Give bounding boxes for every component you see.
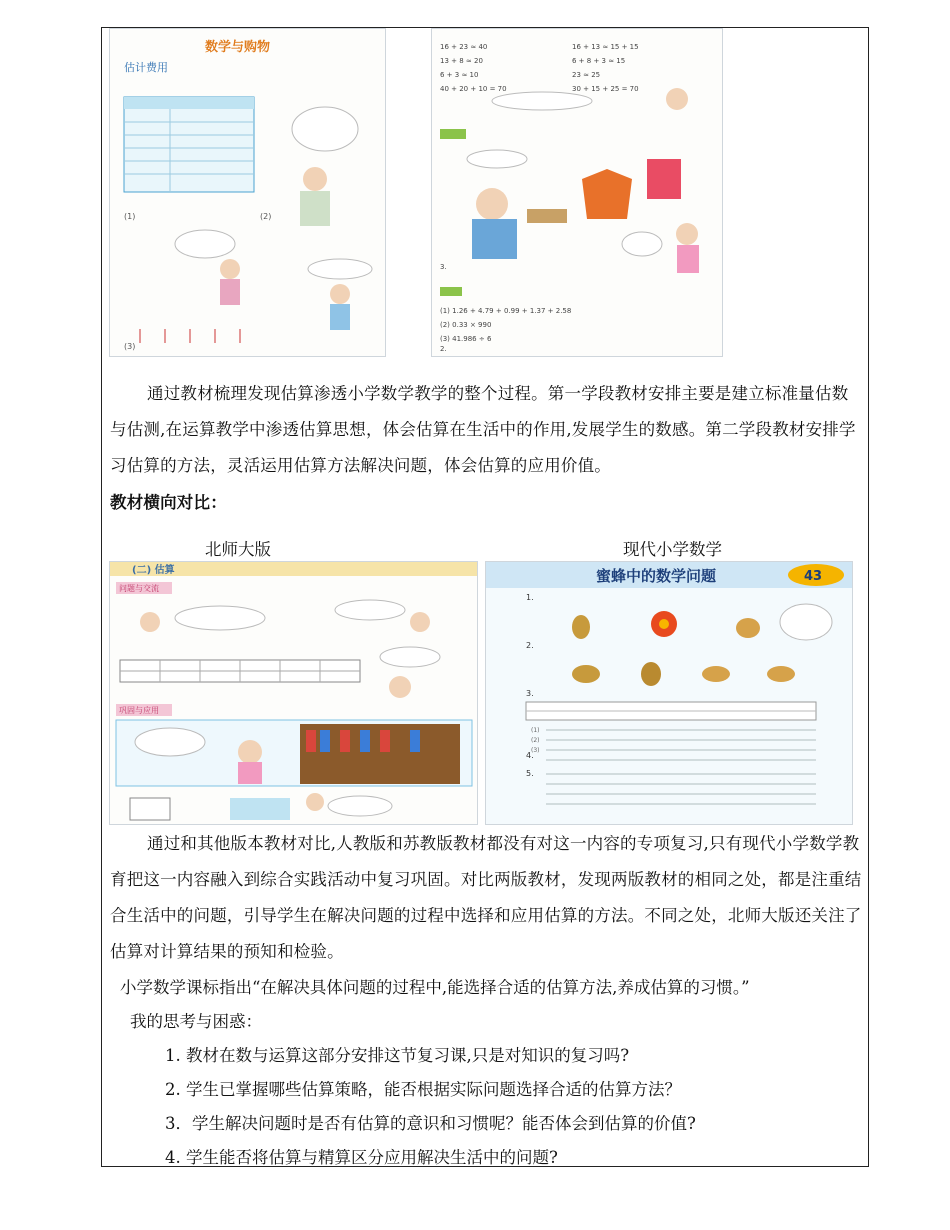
svg-text:(2): (2): [531, 737, 540, 744]
svg-text:(2) 0.33 × 990: (2) 0.33 × 990: [440, 321, 492, 329]
textbook-image-bee-math: [485, 561, 853, 825]
textbook-image-shopping: [109, 28, 386, 357]
shopping-illustration: [110, 29, 386, 357]
lesson-number-badge: 43: [804, 569, 823, 584]
svg-text:4.: 4.: [526, 751, 534, 760]
svg-text:16 + 23 ≈ 40: 16 + 23 ≈ 40: [440, 43, 488, 51]
image-title-estimation: (二) 估算: [132, 565, 175, 576]
svg-text:2.: 2.: [440, 345, 447, 353]
section-heading-comparison: 教材横向对比：: [110, 493, 227, 512]
paragraph-version-comparison: 通过和其他版本教材对比,人教版和苏教版教材都没有对这一内容的专项复习,只有现代小学数学教育把这一内容融入到综合实践活动中复习巩固。对比两版教材，发现两版教材的相同之处，都是注重结合生活中的问题，引导学生在解决问题的过程中选择和应用估算的方法。不同之处，北师大版还关注了估算对计算结果的预知和检验。: [110, 834, 862, 961]
question-item-1: 1. 教材在数与运算这部分安排这节复习课,只是对知识的复习吗?: [165, 1046, 630, 1065]
textbook-image-estimation-practice: [431, 28, 723, 357]
caption-modern-math: 现代小学数学: [623, 540, 722, 559]
image-subtitle: 估计费用: [124, 61, 168, 74]
svg-text:(3): (3): [124, 342, 136, 351]
svg-text:1.: 1.: [526, 593, 534, 602]
svg-text:6 + 3 ≈ 10: 6 + 3 ≈ 10: [440, 71, 479, 79]
svg-text:(2): (2): [260, 212, 272, 221]
svg-text:30 + 15 + 25 = 70: 30 + 15 + 25 = 70: [572, 85, 639, 93]
image-title-bee: 蜜蜂中的数学问题: [596, 567, 717, 585]
svg-text:(1): (1): [531, 727, 540, 734]
svg-text:3.: 3.: [526, 689, 534, 698]
svg-text:6 + 8 + 3 ≈ 15: 6 + 8 + 3 ≈ 15: [572, 57, 626, 65]
textbook-image-beishida: [109, 561, 478, 825]
section-label-2: 巩固与应用: [119, 706, 159, 715]
svg-text:16 + 13 ≈ 15 + 15: 16 + 13 ≈ 15 + 15: [572, 43, 639, 51]
svg-text:(1): (1): [124, 212, 136, 221]
question-item-2: 2. 学生已掌握哪些估算策略，能否根据实际问题选择合适的估算方法？: [165, 1080, 681, 1099]
question-item-3: 3．学生解决问题时是否有估算的意识和习惯呢？能否体会到估算的价值?: [165, 1114, 696, 1133]
image-title-shopping: 数学与购物: [205, 40, 271, 55]
bee-math-illustration: [486, 562, 853, 825]
svg-text:3.: 3.: [440, 263, 447, 271]
svg-text:(3) 41.986 ÷ 6: (3) 41.986 ÷ 6: [440, 335, 492, 343]
paragraph-textbook-overview: 通过教材梳理发现估算渗透小学数学教学的整个过程。第一学段教材安排主要是建立标准量估数与估测,在运算教学中渗透估算思想，体会估算在生活中的作用,发展学生的数感。第二学段教材安排学习估算的方法，灵活运用估算方法解决问题，体会估算的应用价值。: [110, 384, 856, 475]
svg-text:(3): (3): [531, 747, 540, 754]
svg-text:2.: 2.: [526, 641, 534, 650]
estimation-practice-illustration: [432, 29, 723, 357]
paragraph-curriculum-standard: 小学数学课标指出“在解决具体问题的过程中,能选择合适的估算方法,养成估算的习惯。”: [120, 978, 750, 997]
section-label-1: 问题与交流: [119, 584, 159, 593]
caption-beishida: 北师大版: [205, 540, 271, 559]
reflection-label: 我的思考与困惑：: [130, 1012, 262, 1031]
svg-text:(1) 1.26 + 4.79 + 0.99 + 1.37: (1) 1.26 + 4.79 + 0.99 + 1.37 + 2.58: [440, 307, 572, 315]
svg-text:23 ≈ 25: 23 ≈ 25: [572, 71, 601, 79]
question-item-4: 4. 学生能否将估算与精算区分应用解决生活中的问题?: [165, 1148, 558, 1167]
beishida-illustration: [110, 562, 478, 825]
svg-text:13 + 8 ≈ 20: 13 + 8 ≈ 20: [440, 57, 483, 65]
svg-text:5.: 5.: [526, 769, 534, 778]
svg-text:40 + 20 + 10 = 70: 40 + 20 + 10 = 70: [440, 85, 507, 93]
